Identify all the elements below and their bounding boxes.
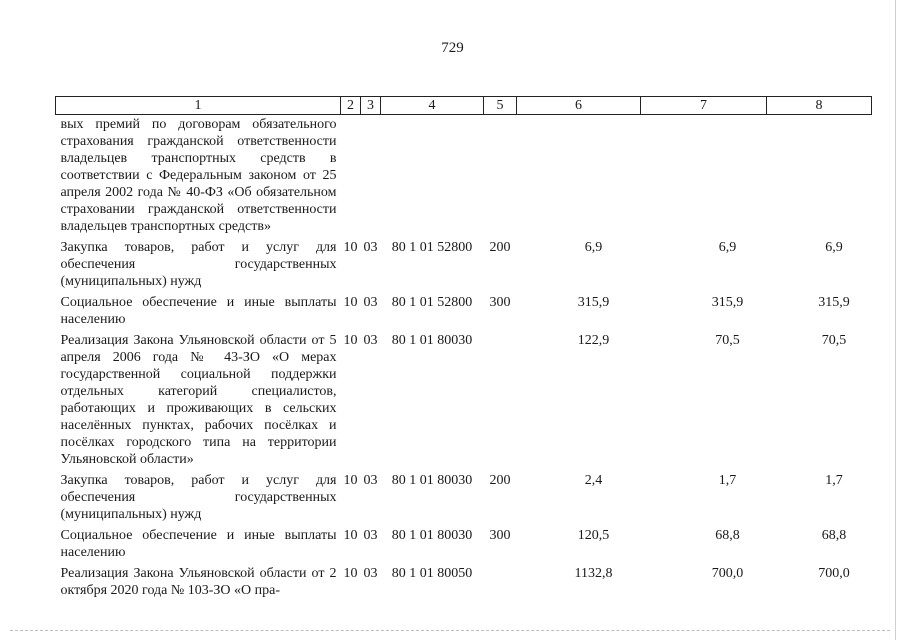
- column-header: 7: [641, 97, 767, 115]
- amount-col8: 315,9: [818, 295, 850, 310]
- expense-type-code: 200: [489, 473, 511, 488]
- table-row: [56, 526, 872, 564]
- amount-col7: 1,7: [718, 473, 737, 488]
- amount-col7: 68,8: [715, 528, 740, 543]
- amount-col6: 1132,8: [574, 566, 613, 581]
- table-row: [56, 331, 872, 471]
- column-header: 2: [341, 97, 361, 115]
- amount-col7: 700,0: [711, 566, 744, 581]
- scan-bottom-edge: [10, 630, 890, 631]
- row-description: Закупка товаров, работ и услуг для обеспечения государственных (муниципальных) нужд: [60, 240, 337, 289]
- amount-col6: 120,5: [577, 528, 610, 543]
- row-description: Социальное обеспечение и иные выплаты населению: [60, 528, 337, 560]
- amount-col8: 6,9: [825, 240, 843, 255]
- amount-col8: 1,7: [825, 473, 843, 488]
- table-row: [56, 293, 872, 331]
- section-code: 10: [343, 473, 358, 488]
- page-number: 729: [441, 40, 464, 56]
- subsection-code: 03: [363, 295, 378, 310]
- section-code: 10: [343, 295, 358, 310]
- expense-type-code: [484, 564, 517, 602]
- amount-col8: 70,5: [821, 333, 847, 348]
- column-header: 8: [767, 97, 872, 115]
- subsection-code: 03: [363, 528, 378, 543]
- column-header: 5: [484, 97, 517, 115]
- row-description: Реализация Закона Ульяновской области от 5 апреля 2006 года № 43-ЗО «О мерах государственной социальной поддержки отдельных категорий специалистов, работающих и проживающих в сельских населённых пунктах, рабочих посёлках и посёлках городского типа на территории Ульяновской области»: [60, 333, 337, 467]
- section-code: 10: [343, 528, 358, 543]
- amount-col7: 6,9: [718, 240, 737, 255]
- target-article-code: 80 1 01 80030: [391, 528, 473, 543]
- column-header: 3: [361, 97, 381, 115]
- amount-col6: 122,9: [577, 333, 610, 348]
- table-row: [56, 564, 872, 602]
- target-article-code: 80 1 01 80030: [391, 333, 473, 348]
- subsection-code: 03: [363, 566, 378, 581]
- amount-col8: 700,0: [818, 566, 850, 581]
- section-code: 10: [343, 240, 358, 255]
- row-description: вых премий по договорам обязательного страхования гражданской ответственности владельцев транспортных средств в соответствии с Федеральным законом от 25 апреля 2002 года № 40-ФЗ «Об обязательном страховании гражданской ответственности владельцев транспортных средств»: [60, 117, 337, 234]
- target-article-code: 80 1 01 80050: [391, 566, 473, 581]
- column-header: 4: [381, 97, 484, 115]
- table-row: [56, 115, 872, 239]
- row-description: Закупка товаров, работ и услуг для обеспечения государственных (муниципальных) нужд: [60, 473, 337, 522]
- amount-col7: 315,9: [711, 295, 744, 310]
- expense-type-code: 300: [489, 295, 511, 310]
- amount-col6: 315,9: [577, 295, 610, 310]
- section-code: 10: [343, 566, 358, 581]
- subsection-code: 03: [363, 333, 378, 348]
- section-code: 10: [343, 333, 358, 348]
- target-article-code: 80 1 01 52800: [391, 295, 473, 310]
- section-code: [341, 115, 361, 239]
- amount-col6: 6,9: [584, 240, 603, 255]
- subsection-code: 03: [363, 473, 378, 488]
- table-row: [56, 471, 872, 526]
- amount-col6: 2,4: [584, 473, 603, 488]
- expense-type-code: [484, 331, 517, 471]
- subsection-code: 03: [363, 240, 378, 255]
- target-article-code: 80 1 01 80030: [391, 473, 473, 488]
- subsection-code: [361, 115, 381, 239]
- amount-col7: 70,5: [715, 333, 740, 348]
- expense-type-code: 200: [489, 240, 511, 255]
- table-row: [56, 238, 872, 293]
- row-description: Реализация Закона Ульяновской области от 2 октября 2020 года № 103-ЗО «О пра-: [60, 566, 337, 598]
- target-article-code: [381, 115, 484, 239]
- amount-col6: [517, 115, 641, 239]
- amount-col7: [641, 115, 767, 239]
- amount-col8: [767, 115, 872, 239]
- column-header: 6: [517, 97, 641, 115]
- budget-table: [55, 96, 872, 602]
- table-header-row: [56, 97, 872, 115]
- expense-type-code: 300: [489, 528, 511, 543]
- target-article-code: 80 1 01 52800: [391, 240, 473, 255]
- column-header: 1: [56, 97, 341, 115]
- expense-type-code: [484, 115, 517, 239]
- scan-edge-line: [895, 0, 896, 640]
- row-description: Социальное обеспечение и иные выплаты населению: [60, 295, 337, 327]
- amount-col8: 68,8: [821, 528, 847, 543]
